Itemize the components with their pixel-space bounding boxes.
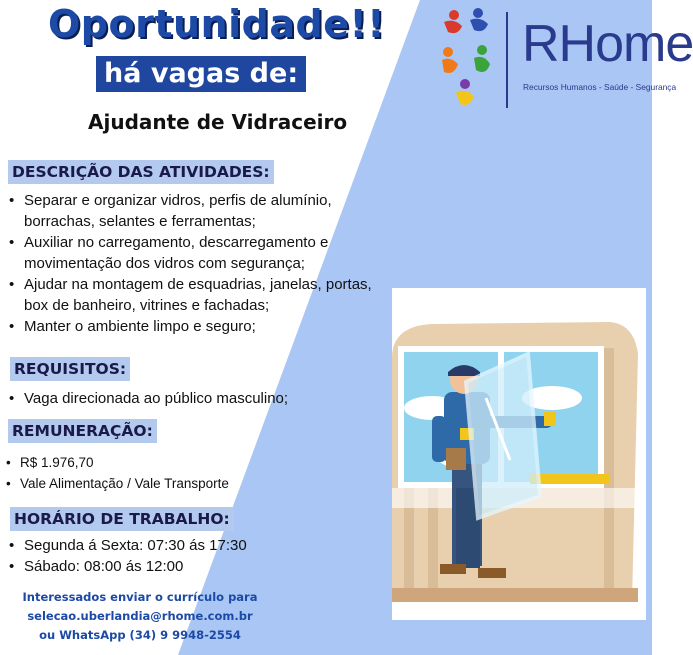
contact-email: selecao.uberlandia@rhome.com.br bbox=[27, 609, 253, 623]
list-item: • Auxiliar no carregamento, descarregamento e movimentação dos vidros com segurança; bbox=[8, 232, 398, 274]
section-title-compensation: REMUNERAÇÃO: bbox=[8, 419, 157, 443]
contact-whatsapp: ou WhatsApp (34) 9 9948-2554 bbox=[39, 628, 241, 642]
list-item: • Manter o ambiente limpo e seguro; bbox=[8, 316, 398, 337]
subhead: há vagas de: bbox=[96, 56, 306, 92]
list-item: • Sábado: 08:00 ás 12:00 bbox=[8, 556, 308, 577]
list-item: • Separar e organizar vidros, perfis de alumínio, borrachas, selantes e ferramentas; bbox=[8, 190, 398, 232]
people-circle-icon bbox=[442, 8, 490, 105]
requirements-list bbox=[8, 388, 338, 409]
contact-line: Interessados enviar o currículo para bbox=[22, 590, 258, 604]
list-item: • R$ 1.976,70 bbox=[5, 452, 305, 473]
section-title-schedule: HORÁRIO DE TRABALHO: bbox=[10, 507, 234, 531]
section-title-description: DESCRIÇÃO DAS ATIVIDADES: bbox=[8, 160, 274, 184]
section-title-requirements: REQUISITOS: bbox=[10, 357, 130, 381]
logo-tagline: Recursos Humanos - Saúde - Segurança bbox=[523, 82, 677, 92]
description-list bbox=[8, 190, 398, 337]
list-item: • Vale Alimentação / Vale Transporte bbox=[5, 473, 305, 494]
list-item: • Ajudar na montagem de esquadrias, janelas, portas, box de banheiro, vitrines e fachadas; bbox=[8, 274, 398, 316]
list-item: • Vaga direcionada ao público masculino; bbox=[8, 388, 338, 409]
list-item: • Segunda á Sexta: 07:30 ás 17:30 bbox=[8, 535, 308, 556]
glazier-illustration bbox=[392, 288, 646, 620]
contact-info bbox=[12, 588, 268, 645]
glass-pane bbox=[466, 354, 540, 518]
schedule-list bbox=[8, 535, 308, 577]
job-title: Ajudante de Vidraceiro bbox=[88, 110, 348, 134]
headline: Oportunidade!! bbox=[48, 2, 386, 46]
compensation-list bbox=[5, 452, 305, 494]
logo-wordmark: RHome bbox=[522, 15, 693, 73]
